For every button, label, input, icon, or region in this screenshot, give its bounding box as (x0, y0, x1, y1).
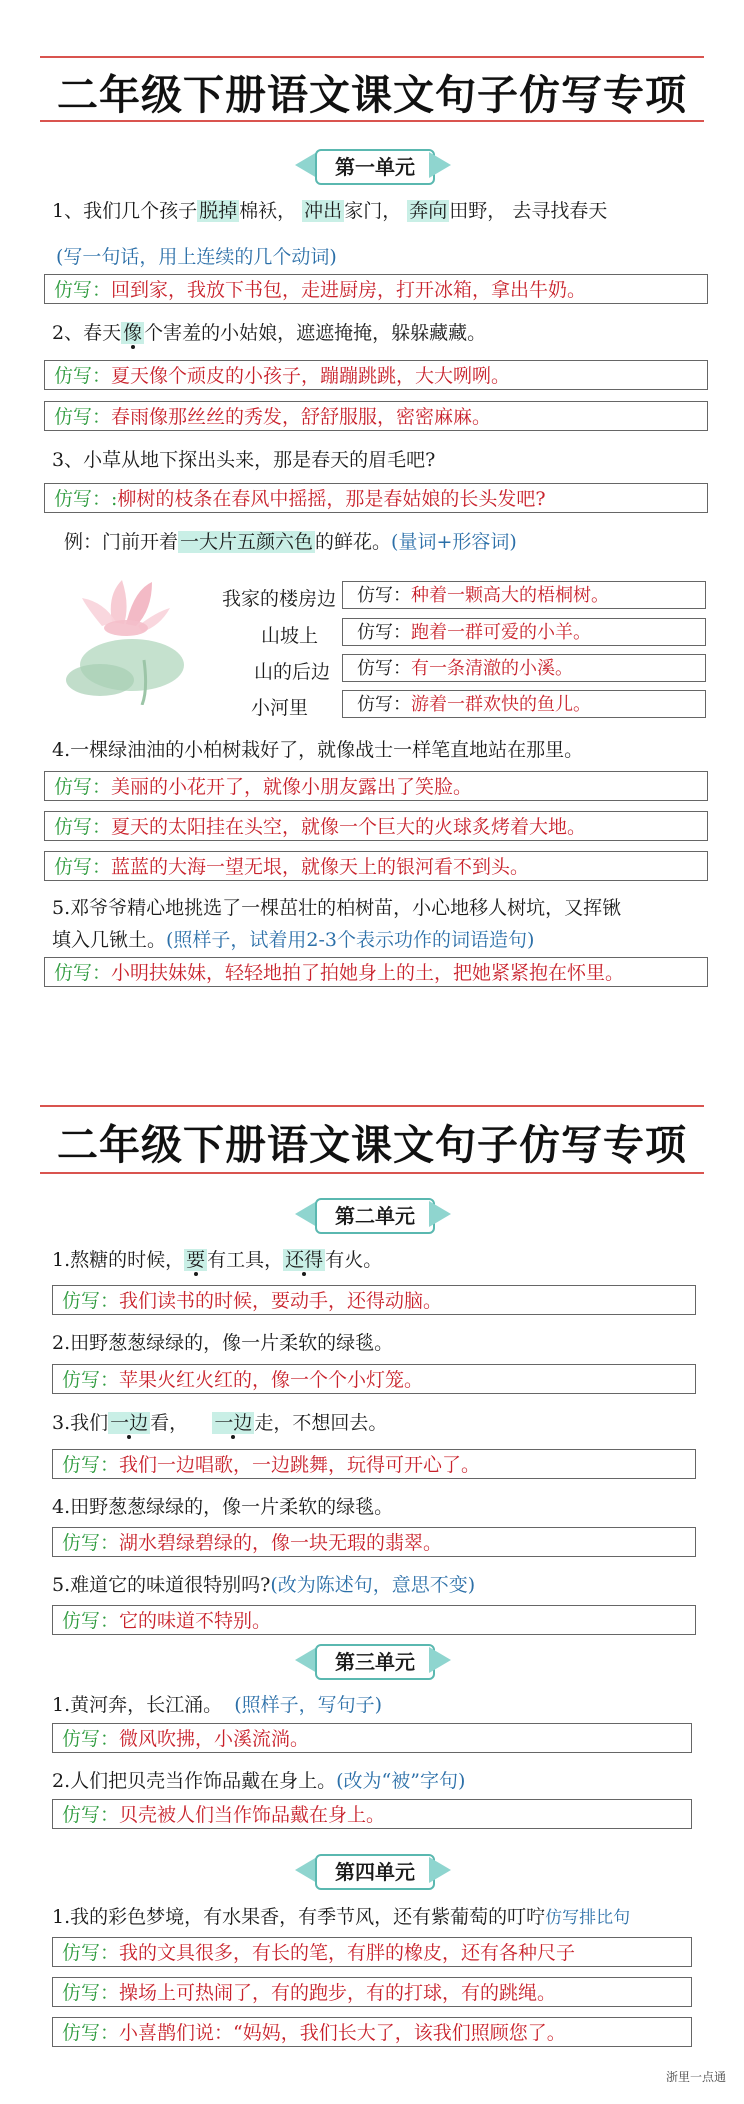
u1-example-place-1: 我家的楼房边 (221, 588, 336, 610)
u1-question-1: 1、我们几个孩子 脱掉 棉袄， 冲出 家门， 奔向 田野， 去寻找春天 (52, 200, 608, 222)
u2-answer-2: 仿写：苹果火红火红的，像一个个小灯笼。 (52, 1364, 696, 1394)
u1-answer-3: 仿写：:柳树的枝条在春风中摇摇，那是春姑娘的长头发吧? (44, 483, 708, 513)
u1-example-place-2: 山坡上 (260, 625, 318, 647)
u1-example: 例：门前开着 一大片五颜六色 的鲜花。(量词+形容词) (64, 531, 517, 553)
highlight-word: 一大片五颜六色 (180, 531, 314, 553)
u1-answer-4c: 仿写：蓝蓝的大海一望无垠，就像天上的银河看不到头。 (44, 851, 708, 881)
u1-answer-5: 仿写：小明扶妹妹，轻轻地拍了拍她身上的土，把她紧紧抱在怀里。 (44, 957, 708, 987)
unit-label: 第四单元 (315, 1854, 435, 1890)
title-bottom-rule (40, 120, 704, 122)
u1-example-row-2: 仿写：跑着一群可爱的小羊。 (342, 618, 706, 646)
page-title-1: 二年级下册语文课文句子仿写专项 (57, 71, 687, 119)
highlight-word: 一边 (214, 1412, 253, 1434)
unit-wing-left (295, 1201, 317, 1227)
u1-example-row-3: 仿写：有一条清澈的小溪。 (342, 654, 706, 682)
unit-wing-right (429, 1857, 451, 1883)
u2-question-2: 2.田野葱葱绿绿的，像一片柔软的绿毯。 (52, 1332, 394, 1354)
u1-question-1-hint: (写一句话，用上连续的几个动词) (56, 246, 337, 268)
u1-example-row-4: 仿写：游着一群欢快的鱼儿。 (342, 690, 706, 718)
unit-badge-2 (295, 1196, 451, 1232)
unit-wing-left (295, 1647, 317, 1673)
unit-label: 第一单元 (315, 149, 435, 185)
u3-answer-1: 仿写：微风吹拂，小溪流淌。 (52, 1723, 692, 1753)
highlight-word: 要 (186, 1249, 206, 1271)
u1-question-2: 2、春天 像 个害羞的小姑娘，遮遮掩掩，躲躲藏藏。 (52, 322, 487, 344)
title-top-rule (40, 56, 704, 58)
unit-wing-right (429, 1201, 451, 1227)
u1-answer-4b: 仿写：夏天的太阳挂在头空，就像一个巨大的火球炙烤着大地。 (44, 811, 708, 841)
u4-answer-1: 仿写：我的文具很多，有长的笔，有胖的橡皮，还有各种尺子 (52, 1937, 692, 1967)
title-top-rule (40, 1105, 704, 1107)
u1-question-4: 4.一棵绿油油的小柏树栽好了，就像战士一样笔直地站在那里。 (52, 739, 584, 761)
watermark: 浙里一点通 (666, 2070, 727, 2084)
title-bottom-rule (40, 1172, 704, 1174)
highlight-word: 还得 (285, 1249, 324, 1271)
u2-question-3: 3.我们 一边 看， 一边 走，不想回去。 (52, 1412, 388, 1434)
unit-badge-1 (295, 147, 451, 183)
u2-answer-3: 仿写：我们一边唱歌，一边跳舞，玩得可开心了。 (52, 1449, 696, 1479)
u3-question-1: 1.黄河奔，长江涌。 (照样子，写句子) (52, 1694, 383, 1716)
highlight-word: 奔向 (409, 200, 448, 222)
u3-question-2: 2.人们把贝壳当作饰品戴在身上。(改为“被”字句) (52, 1770, 466, 1792)
u1-question-5a: 5.邓爷爷精心地挑选了一棵茁壮的柏树苗，小心地移人树坑，又挥锹 (52, 897, 622, 919)
u1-answer-2b: 仿写：春雨像那丝丝的秀发，舒舒服服，密密麻麻。 (44, 401, 708, 431)
highlight-word: 一边 (110, 1412, 149, 1434)
u1-question-3: 3、小草从地下探出头来，那是春天的眉毛吧? (52, 449, 436, 471)
u3-answer-2: 仿写：贝壳被人们当作饰品戴在身上。 (52, 1799, 692, 1829)
lotus-icon (52, 560, 200, 705)
unit-badge-3 (295, 1642, 451, 1678)
u4-answer-3: 仿写：小喜鹊们说：“妈妈，我们长大了，该我们照顾您了。 (52, 2017, 692, 2047)
highlight-word: 脱掉 (199, 200, 238, 222)
u1-example-row-1: 仿写：种着一颗高大的梧桐树。 (342, 581, 706, 609)
u2-question-1: 1.熬糖的时候， 要 有工具， 还得 有火。 (52, 1249, 383, 1271)
unit-wing-left (295, 152, 317, 178)
u2-answer-1: 仿写：我们读书的时候，要动手，还得动脑。 (52, 1285, 696, 1315)
highlight-word: 冲出 (304, 200, 343, 222)
highlight-word: 像 (123, 322, 143, 344)
unit-label: 第三单元 (315, 1644, 435, 1680)
unit-wing-right (429, 1647, 451, 1673)
u2-answer-5: 仿写：它的味道不特别。 (52, 1605, 696, 1635)
u1-answer-2a: 仿写：夏天像个顽皮的小孩子，蹦蹦跳跳，大大咧咧。 (44, 360, 708, 390)
unit-wing-left (295, 1857, 317, 1883)
unit-wing-right (429, 152, 451, 178)
unit-label: 第二单元 (315, 1198, 435, 1234)
u4-question-1: 1.我的彩色梦境，有水果香，有季节风，还有紫葡萄的叮咛仿写排比句 (52, 1906, 631, 1928)
u2-answer-4: 仿写：湖水碧绿碧绿的，像一块无瑕的翡翠。 (52, 1527, 696, 1557)
u1-answer-1: 仿写：回到家，我放下书包，走进厨房，打开冰箱，拿出牛奶。 (44, 274, 708, 304)
u1-answer-4a: 仿写：美丽的小花开了，就像小朋友露出了笑脸。 (44, 771, 708, 801)
u2-question-5: 5.难道它的味道很特别吗?(改为陈述句，意思不变) (52, 1574, 476, 1596)
unit-badge-4 (295, 1852, 451, 1888)
u2-question-4: 4.田野葱葱绿绿的，像一片柔软的绿毯。 (52, 1496, 394, 1518)
u4-answer-2: 仿写：操场上可热闹了，有的跑步，有的打球，有的跳绳。 (52, 1977, 692, 2007)
u1-example-place-3: 山的后边 (253, 661, 330, 683)
u1-example-place-4: 小河里 (250, 697, 308, 719)
page-title-2: 二年级下册语文课文句子仿写专项 (57, 1121, 687, 1169)
u1-question-5b: 填入几锹土。(照样子，试着用2-3个表示功作的词语造句) (52, 929, 535, 951)
